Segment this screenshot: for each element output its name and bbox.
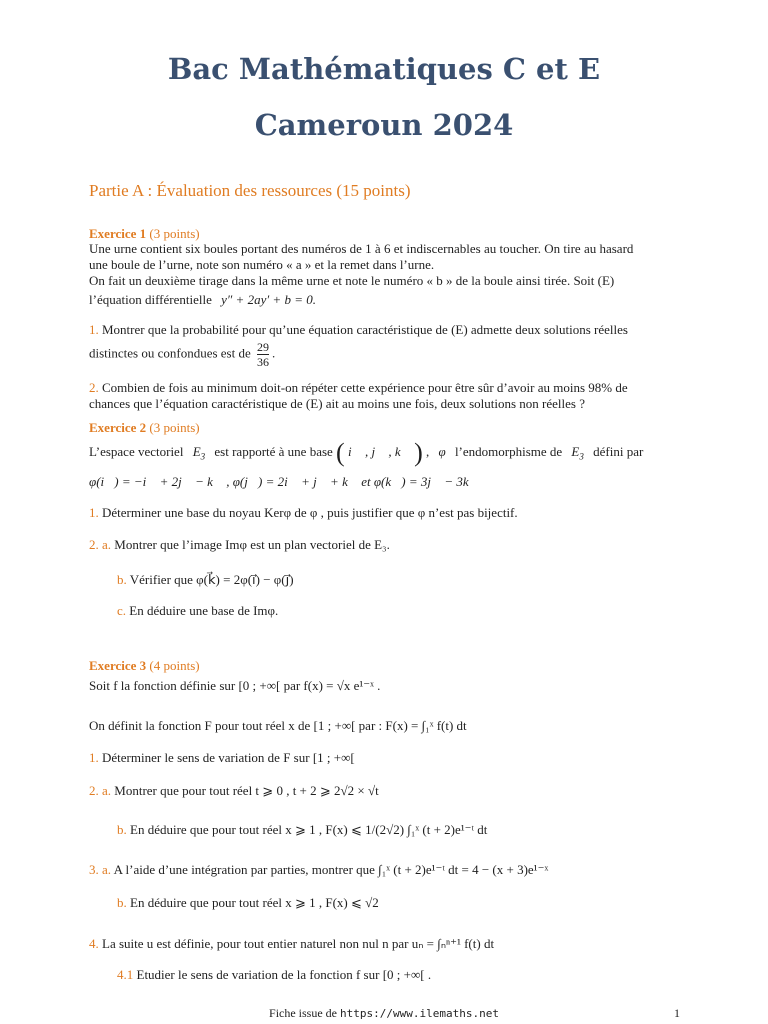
ex1-equation: y″ + 2ay′ + b = 0. [221, 292, 316, 307]
ex1-question-1-cont: distinctes ou confondues est de $\frac{29}{36}$ . [89, 340, 276, 369]
question-number: 3. a. [89, 862, 112, 877]
ex3-question-3a [89, 862, 548, 878]
ex3-question-2a [89, 783, 379, 799]
ex3-question-2b [117, 822, 487, 838]
question-text: La suite u est définie, pour tout entier naturel non nul n par uₙ = ∫ₙⁿ⁺¹ f(t) dt [102, 936, 495, 951]
ex3-intro: Soit f la fonction définie sur [0 ; +∞[ par f(x) = √x e¹⁻ˣ . [89, 678, 381, 693]
exercise-1-header [89, 226, 200, 242]
question-number: b. [117, 822, 127, 837]
document-title: Bac Mathématiques C et E [167, 52, 601, 86]
ex2-intro-text: défini par [593, 444, 644, 459]
exercise-1-label: Exercice 1 [89, 226, 147, 241]
footer-link[interactable]: https://www.ilemaths.net [340, 1007, 499, 1020]
question-text: Montrer que la probabilité pour qu’une équation caractéristique de (E) admette deux solutions réelles [102, 322, 628, 337]
question-text: Combien de fois au minimum doit-on répéter cette expérience pour être sûr d’avoir au moins 98% de [102, 380, 628, 395]
ex1-question-2 [89, 380, 628, 396]
question-number: c. [117, 603, 127, 618]
question-number: 1. [89, 505, 99, 520]
question-text: A l’aide d’une intégration par parties, montrer que ∫₁ˣ (t + 2)e¹⁻ᵗ dt = 4 − (x + 3)e¹⁻ˣ [113, 862, 549, 877]
ex2-question-2b [117, 572, 294, 588]
ex2-intro-text: est rapporté à une base [214, 444, 333, 459]
ex3-definition-F: On définit la fonction F pour tout réel x de [1 ; +∞[ par : F(x) = ∫₁ˣ f(t) dt [89, 718, 467, 733]
question-number: 4. [89, 936, 99, 951]
page-number: 1 [674, 1006, 680, 1020]
question-number: 4.1 [117, 967, 134, 982]
ex2-intro-text: L’espace vectoriel [89, 444, 184, 459]
question-number: b. [117, 572, 127, 587]
question-text: Déterminer le sens de variation de F sur [1 ; +∞[ [102, 750, 355, 765]
footer-prefix: Fiche issue de [269, 1006, 338, 1020]
ex1-intro-line: On fait un deuxième tirage dans la même urne et note le numéro « b » de la boule ainsi tirée. Soit (E) [89, 273, 615, 288]
ex1-intro-text: l’équation différentielle [89, 292, 212, 307]
ex1-question-2-cont: chances que l’équation caractéristique de (E) ait au moins une fois, deux solutions non réelles ? [89, 396, 585, 411]
ex1-question-1 [89, 322, 628, 338]
ex2-intro: L’espace vectoriel $E_3$ est rapporté à une base ( i⃗ , j⃗ , k⃗ ) , φ l’endomorphisme de $E_3$ défini par [89, 438, 644, 468]
exercise-2-header [89, 420, 200, 436]
ex2-question-2a [89, 537, 390, 553]
question-text: Vérifier que φ(k⃗) = 2φ(i⃗) − φ(j⃗) [129, 572, 294, 587]
question-text: Etudier le sens de variation de la fonction f sur [0 ; +∞[ . [136, 967, 432, 982]
exercise-2-label: Exercice 2 [89, 420, 147, 435]
ex2-question-2c [117, 603, 278, 619]
question-text: En déduire que pour tout réel x ⩾ 1 , F(x) ⩽ 1/(2√2) ∫₁ˣ (t + 2)e¹⁻ᵗ dt [130, 822, 488, 837]
question-number: 2. a. [89, 783, 112, 798]
ex1-intro-line [89, 292, 316, 308]
question-number: 1. [89, 322, 99, 337]
question-text: Montrer que pour tout réel t ⩾ 0 , t + 2 ⩾ 2√2 × √t [114, 783, 379, 798]
question-number: 2. [89, 380, 99, 395]
ex2-phi-definition: φ(i⃗) = −i⃗ + 2j⃗ − k⃗ , φ(j⃗) = 2i⃗ + j⃗ + k⃗ et φ(k⃗) = 3j⃗ − 3k⃗ [89, 474, 479, 489]
part-a-heading: Partie A : Évaluation des ressources (15 points) [89, 181, 411, 200]
question-text: Déterminer une base du noyau Kerφ de φ , puis justifier que φ n’est pas bijectif. [102, 505, 518, 520]
ex2-intro-text: l’endomorphisme de [454, 444, 563, 459]
exercise-3-header [89, 658, 200, 674]
exercise-3-points: (4 points) [149, 658, 200, 673]
ex1-intro-line: Une urne contient six boules portant des numéros de 1 à 6 et indiscernables au toucher. On tire au hasard [89, 241, 634, 256]
question-text: En déduire que pour tout réel x ⩾ 1 , F(x) ⩽ √2 [130, 895, 379, 910]
question-text: Montrer que l’image Imφ est un plan vectoriel de E₃. [114, 537, 390, 552]
exercise-3-label: Exercice 3 [89, 658, 147, 673]
ex2-question-1 [89, 505, 518, 521]
question-number: b. [117, 895, 127, 910]
ex3-question-4 [89, 936, 494, 952]
document-subtitle: Cameroun 2024 [254, 108, 514, 142]
ex3-question-1 [89, 750, 355, 766]
ex3-question-3b [117, 895, 379, 911]
question-text: distinctes ou confondues est de [89, 345, 251, 361]
probability-fraction [257, 340, 269, 369]
ex3-question-4-1 [117, 967, 431, 983]
question-text: En déduire une base de Imφ. [129, 603, 279, 618]
exercise-2-points: (3 points) [149, 420, 200, 435]
question-number: 2. a. [89, 537, 112, 552]
question-number: 1. [89, 750, 99, 765]
ex1-intro-line: une boule de l’urne, note son numéro « a » et la remet dans l’urne. [89, 257, 435, 272]
exercise-1-points: (3 points) [149, 226, 200, 241]
fraction-numerator: 29 [257, 340, 269, 354]
page-footer [0, 1006, 768, 1021]
fraction-denominator: 36 [257, 355, 269, 369]
